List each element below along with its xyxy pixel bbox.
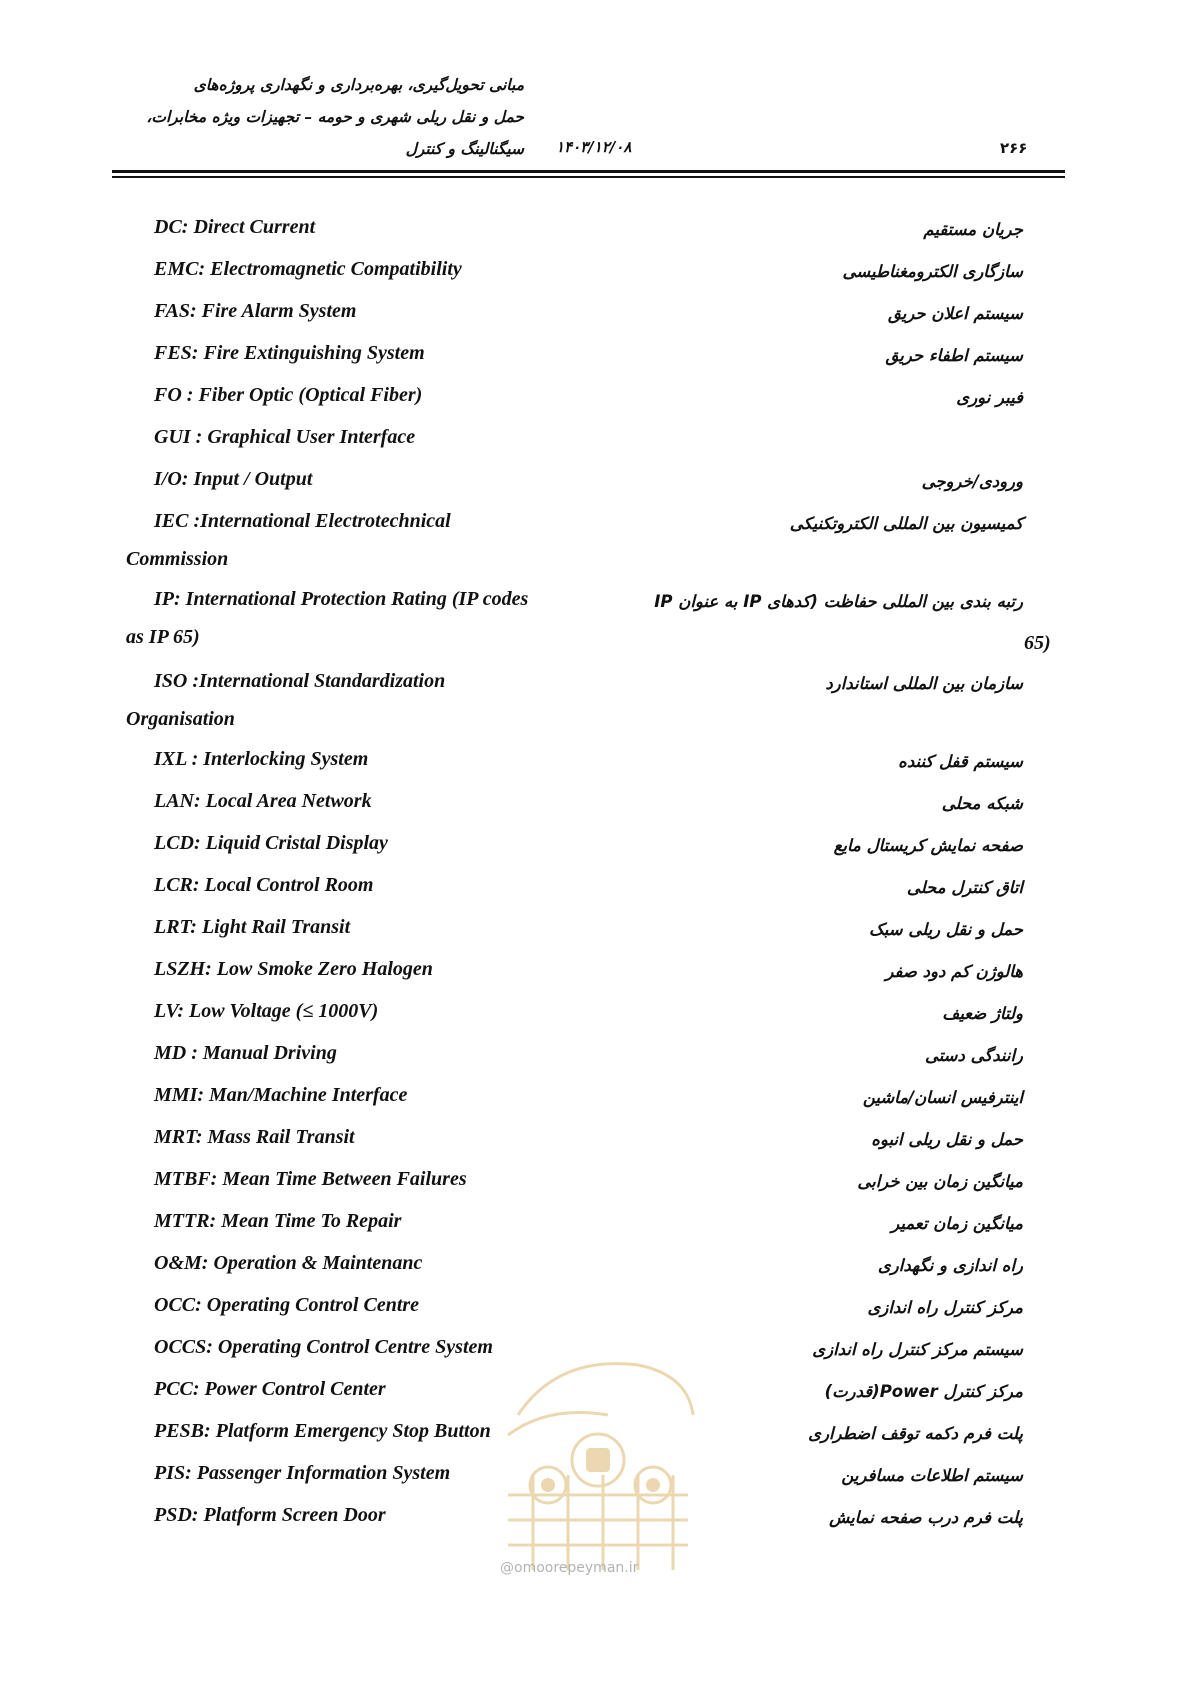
term-persian: سازگاری الکترومغناطیسی — [842, 262, 1023, 281]
term-english: PSD: Platform Screen Door — [154, 1504, 386, 1526]
term-english: PCC: Power Control Center — [154, 1378, 386, 1400]
term-persian: جریان مستقیم — [923, 220, 1023, 239]
term-persian: ورودی/خروجی — [921, 472, 1023, 491]
term-english: I/O: Input / Output — [154, 468, 313, 490]
running-header-title — [124, 72, 524, 168]
term-persian: رانندگی دستی — [924, 1046, 1023, 1065]
term-persian: سیستم اطفاء حریق — [885, 346, 1023, 365]
term-persian: مرکز کنترل راه اندازی — [867, 1298, 1023, 1317]
term-english: FO : Fiber Optic (Optical Fiber) — [154, 384, 423, 406]
term-english: PIS: Passenger Information System — [154, 1462, 451, 1484]
page-number: ۲۶۶ — [1000, 139, 1028, 157]
header-date: ۱۴۰۳/۱۲/۰۸ — [556, 138, 632, 156]
term-english: MTBF: Mean Time Between Failures — [154, 1168, 467, 1190]
term-english: MRT: Mass Rail Transit — [154, 1126, 355, 1148]
watermark-seal-icon — [488, 1345, 708, 1575]
term-persian: حمل و نقل ریلی سبک — [869, 920, 1023, 939]
at-symbol-icon: @ — [500, 1560, 514, 1576]
term-persian-continued: 65) — [1024, 632, 1051, 654]
term-persian: اتاق کنترل محلی — [906, 878, 1023, 897]
term-persian: میانگین زمان بین خرابی — [857, 1172, 1023, 1191]
term-persian: هالوژن کم دود صفر — [885, 962, 1023, 981]
term-english: O&M: Operation & Maintenanc — [154, 1252, 423, 1274]
header-title-line-2: حمل و نقل ریلی شهری و حومه – تجهیزات ویژه مخابرات، — [146, 108, 524, 126]
term-english: FAS: Fire Alarm System — [154, 300, 357, 322]
term-english: EMC: Electromagnetic Compatibility — [154, 258, 462, 280]
term-persian: مرکز کنترل Power(قدرت) — [824, 1382, 1023, 1401]
term-persian: سازمان بین المللی استاندارد — [825, 674, 1023, 693]
term-english: PESB: Platform Emergency Stop Button — [154, 1420, 491, 1442]
term-persian: اینترفیس انسان/ماشین — [862, 1088, 1023, 1107]
header-title-line-1: مبانی تحویل‌گیری، بهره‌برداری و نگهداری پروژه‌های — [193, 76, 524, 94]
term-persian: سیستم مرکز کنترل راه اندازی — [812, 1340, 1023, 1359]
header-rule-thick — [112, 170, 1065, 173]
term-english: MTTR: Mean Time To Repair — [154, 1210, 402, 1232]
term-persian: پلت فرم درب صفحه نمایش — [829, 1508, 1023, 1527]
term-english: MMI: Man/Machine Interface — [154, 1084, 408, 1106]
header-rule-thin — [112, 176, 1065, 178]
term-english: GUI : Graphical User Interface — [154, 426, 416, 448]
term-english: LRT: Light Rail Transit — [154, 916, 351, 938]
term-english-continued: as IP 65) — [126, 626, 200, 648]
header-title-line-3: سیگنالینگ و کنترل — [405, 140, 524, 158]
term-persian: میانگین زمان تعمیر — [891, 1214, 1023, 1233]
term-persian: فیبر نوری — [956, 388, 1023, 407]
term-persian: ولتاژ ضعیف — [942, 1004, 1023, 1023]
term-english: LV: Low Voltage (≤ 1000V) — [154, 1000, 379, 1022]
term-english-continued: Commission — [126, 548, 229, 570]
term-persian: صفحه نمایش کریستال مایع — [833, 836, 1023, 855]
term-english: IP: International Protection Rating (IP codes — [154, 588, 529, 610]
term-persian: سیستم اعلان حریق — [887, 304, 1023, 323]
term-persian: حمل و نقل ریلی انبوه — [871, 1130, 1023, 1149]
term-english: LAN: Local Area Network — [154, 790, 372, 812]
term-english: IXL : Interlocking System — [154, 748, 369, 770]
term-english: FES: Fire Extinguishing System — [154, 342, 425, 364]
term-english: DC: Direct Current — [154, 216, 316, 238]
term-english: MD : Manual Driving — [154, 1042, 337, 1064]
term-persian: سیستم قفل کننده — [898, 752, 1023, 771]
term-persian: پلت فرم دکمه توقف اضطراری — [808, 1424, 1023, 1443]
term-english: OCC: Operating Control Centre — [154, 1294, 420, 1316]
term-english: OCCS: Operating Control Centre System — [154, 1336, 493, 1358]
term-english: LSZH: Low Smoke Zero Halogen — [154, 958, 433, 980]
term-english: LCR: Local Control Room — [154, 874, 374, 896]
watermark-url: @omoorepeyman.ir — [500, 1560, 639, 1576]
term-persian: راه اندازی و نگهداری — [877, 1256, 1023, 1275]
term-persian: رتبه بندی بین المللی حفاظت (کدهای IP به عنوان IP — [654, 592, 1023, 611]
term-english-continued: Organisation — [126, 708, 235, 730]
term-english: IEC :International Electrotechnical — [154, 510, 451, 532]
term-english: ISO :International Standardization — [154, 670, 446, 692]
term-persian: کمیسیون بین المللی الکتروتکنیکی — [789, 514, 1023, 533]
term-persian: سیستم اطلاعات مسافرین — [841, 1466, 1023, 1485]
term-english: LCD: Liquid Cristal Display — [154, 832, 388, 854]
term-persian: شبکه محلی — [941, 794, 1023, 813]
